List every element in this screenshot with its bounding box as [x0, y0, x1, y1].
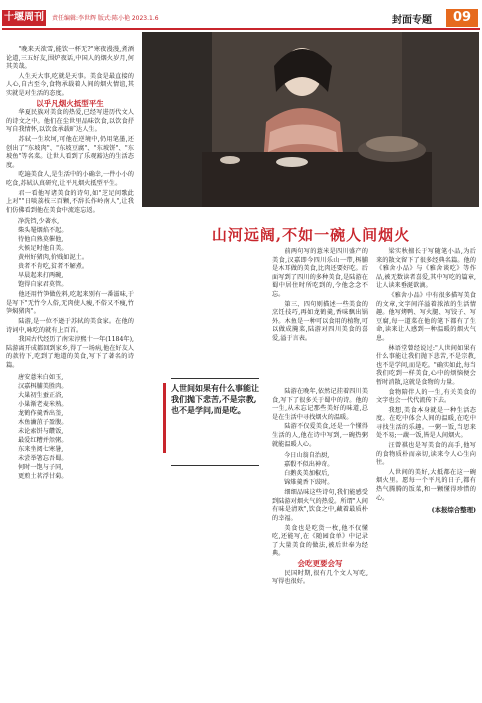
poem-line: 小巢渐老麦米熟。: [18, 400, 68, 408]
pull-quote-text: 人世间如果有什么事能让我们抛下悲苦,不是宗教,也不是学问,而是吃。: [171, 383, 259, 415]
poem-line: 今日山翁自治厨,: [284, 452, 330, 460]
poem-line: 更煎土茗浮甘菊。: [18, 472, 68, 480]
page-header: [0, 0, 482, 28]
section-title: 封面专题: [392, 15, 432, 26]
poem-line: 龙鹤作羹香出釜,: [18, 409, 64, 417]
paragraph: 前两句写的薏米是四川盛产的美食,汉嘉即今四川乐山一带,栮脯是木耳做的美食,比肉还要好吃。后面写到了四川的多种美食,是陆游在蜀中居住时所吃到的,令他念念不忘。: [272, 248, 368, 298]
column-right: [376, 248, 476, 515]
paragraph: 他还用竹笋做佐料,吃起来别有一番滋味,于是写下"无竹令人俗,无肉使人瘦,不俗又不瘦,竹笋焖猪肉"。: [6, 291, 134, 316]
paragraph: 陆游在晚年,依然记挂着四川美食,写下了很多关于蜀中的诗。他的一生,从未忘记那些美好的味道,总是在生活中寻找烟火的温暖。: [272, 388, 368, 421]
poem-block: [6, 373, 134, 481]
page-number: 09: [446, 9, 478, 27]
paragraph: 第三、四句则描述一些美食的烹饪技巧,再如龙鹤羹,香味飘出锅外。木鱼是一种可以食用的植物,可以做成腌菜,陆游对四川美食的喜爱,溢于言表。: [272, 300, 368, 342]
pull-quote: [171, 378, 259, 466]
paragraph: 林语堂曾经说过:"人世间如果有什么事能让我们抛下悲苦,不是宗教,也不是学问,而是吃。"确实如此,每当我们吃到一样美食,心中的烦恼便会暂时消散,这就是食物的力量。: [376, 344, 476, 386]
poem-block: [6, 217, 134, 289]
poem-line: 最爱红糟并缹粥。: [18, 436, 68, 444]
poem-line: 何时一饱与子同,: [18, 463, 64, 471]
poem-line: 柴头罨烟焰不起。: [18, 227, 68, 235]
paragraph: 陆游,是一位不逊于苏轼的美食家。在他的诗词中,咏吃的就有上百首。: [6, 318, 134, 334]
paragraph: 《雅舍小品》中有很多描写美食的文章,文字间洋溢着浓浓的生活情趣。他写烤鸭、写火腿、写饺子、写豆腐,每一道菜在他的笔下都有了生命,读来让人感到一种温暖的烟火气息。: [376, 291, 476, 342]
photo-illustration: [142, 32, 479, 207]
paragraph: 人生天大事,吃就是天事。美食是最直接的人心,自古至今,食物承载着人间的烟火情谊,其实就是对生活的态度。: [6, 72, 134, 97]
section-heading: 会吃更要会写: [297, 558, 343, 568]
poem-line: 待他自熟莫催他,: [18, 236, 64, 244]
cover-photo: [142, 32, 479, 207]
paragraph: 人世间的美好,大抵都在这一碗烟火里。愿每一个平凡的日子,都有热气腾腾的饭菜,和一颗懂得珍惜的心。: [376, 468, 476, 502]
paragraph: 我想,美食本身就是一种生活态度。在吃中体会人间的温暖,在吃中寻找生活的乐趣。一粥一饭,当思来处不易;一蔬一饭,皆是人间烟火。: [376, 406, 476, 440]
paragraph: 陆游不仅爱美食,还是一个懂得生活的人,他在诗中写到,一碗热粥就能温暖人心。: [272, 423, 368, 448]
poem-line: 黄州好猪肉,价贱如泥土。: [18, 254, 89, 262]
article-title: 山河远阔,不如一碗人间烟火: [211, 226, 411, 244]
editor-credits: 责任编辑:李世辉 版式:陈小艳 2023.1.6: [52, 15, 159, 22]
column-middle-lower: [272, 388, 368, 588]
source-credit: (本报综合整理): [431, 506, 476, 515]
paragraph: 食物陪伴人的一生,有关美食的文字也会一代代流传下去。: [376, 388, 476, 405]
poem-line: 饱得自家君莫管。: [18, 281, 68, 289]
poem-line: 早晨起来打两碗,: [18, 272, 64, 280]
poem-block: [272, 451, 368, 487]
poem-line: 嘉殽不似出神奇。: [284, 461, 334, 469]
paragraph: "晚来天欲雪,能饮一杯无?"寒夜漫漫,煮酒论道,三五好友,围炉夜话,中国人的烟火岁月,何其美哉。: [6, 46, 134, 71]
poem-line: 火候足时他自美。: [18, 245, 68, 253]
poem-line: 白鹅炙美加椒后,: [284, 470, 330, 478]
poem-line: 未论索饼与饡饭,: [18, 427, 64, 435]
poem-line: 净洗铛,少著水,: [18, 218, 60, 226]
paragraph: 细细品味这些诗句,我们能感受到陆游对烟火气的热爱。所谓"人间有味是清欢",饮食之中,藏着最质朴的幸福。: [272, 489, 368, 522]
paragraph: 民国时期,很有几个文人写吃,写得也很好。: [272, 569, 368, 586]
poem-line: 东来坐阅七寒暑,: [18, 445, 64, 453]
paragraph: 苏轼一生坎坷,可他在逆境中,仍用笔墨,还创出了"东坡肉"、"东坡豆腐"、"东坡饼"、"东坡鱼"等名菜。让世人看到了乐观豁达的生活态度。: [6, 135, 134, 169]
poem-line: 木鱼瀹菹子盈腹。: [18, 418, 68, 426]
poem-line: 唐安薏米白如玉,: [18, 373, 64, 381]
paragraph: 君一看他写诸美食的诗句,如"芝足问歌此上对""日啖荔枝三百颗,不辞长作岭南人",让我们仿佛看到他在美食中流连忘返。: [6, 189, 134, 214]
column-middle: [272, 248, 368, 345]
paragraph: 我国古代经历了南宋淳熙十一年(1184年),陆游离开成都回到家乡,得了一场病,他在好友人的款待下,吃到了地道的美食,写下了著名的诗篇。: [6, 336, 134, 370]
paragraph: 美食也是吃货一枚,他不仅懂吃,还能写,在《随园食单》中记录了大量美食的做法,被后世奉为经典。: [272, 524, 368, 558]
paragraph: 吃遍美食人,是生活中的小确幸,一件小小的吃食,苏轼认真研究,让平凡烟火抵型平生。: [6, 171, 134, 187]
brand-logo: 十堰周刊: [2, 10, 46, 26]
section-heading: 以乎凡烟火抵型平生: [36, 98, 104, 108]
quote-accent-bar: [163, 383, 166, 453]
poem-line: 贵者不肯吃,贫者不解煮。: [18, 263, 89, 271]
poem-line: 锦雉羹香下豉时。: [284, 479, 334, 487]
paragraph: 梁实秋擅长于写随笔小品,为后来的散文留下了很多经典名篇。他的《雅舍小品》与《雅舍谈吃》等作品,被无数读者喜爱,其中写吃的篇章,让人读来垂涎欲滴。: [376, 248, 476, 290]
poem-line: 大巢初生蚕正浴,: [18, 391, 64, 399]
paragraph: 华夏民族对美食的热爱,已经写进历代文人的诗文之中。他们在尘世里品味饮食,以饮食抒写自我情怀,以饮食承载旷达人生。: [6, 109, 134, 134]
poem-line: 汉嘉栮脯美胜肉。: [18, 382, 68, 390]
column-left: [6, 46, 134, 483]
poem-line: 未尝举箸忘吾蜀。: [18, 454, 68, 462]
header-divider: [2, 28, 480, 30]
paragraph: 汪曾祺也是写美食的高手,他写的食物质朴而亲切,读来令人心生向往。: [376, 442, 476, 467]
